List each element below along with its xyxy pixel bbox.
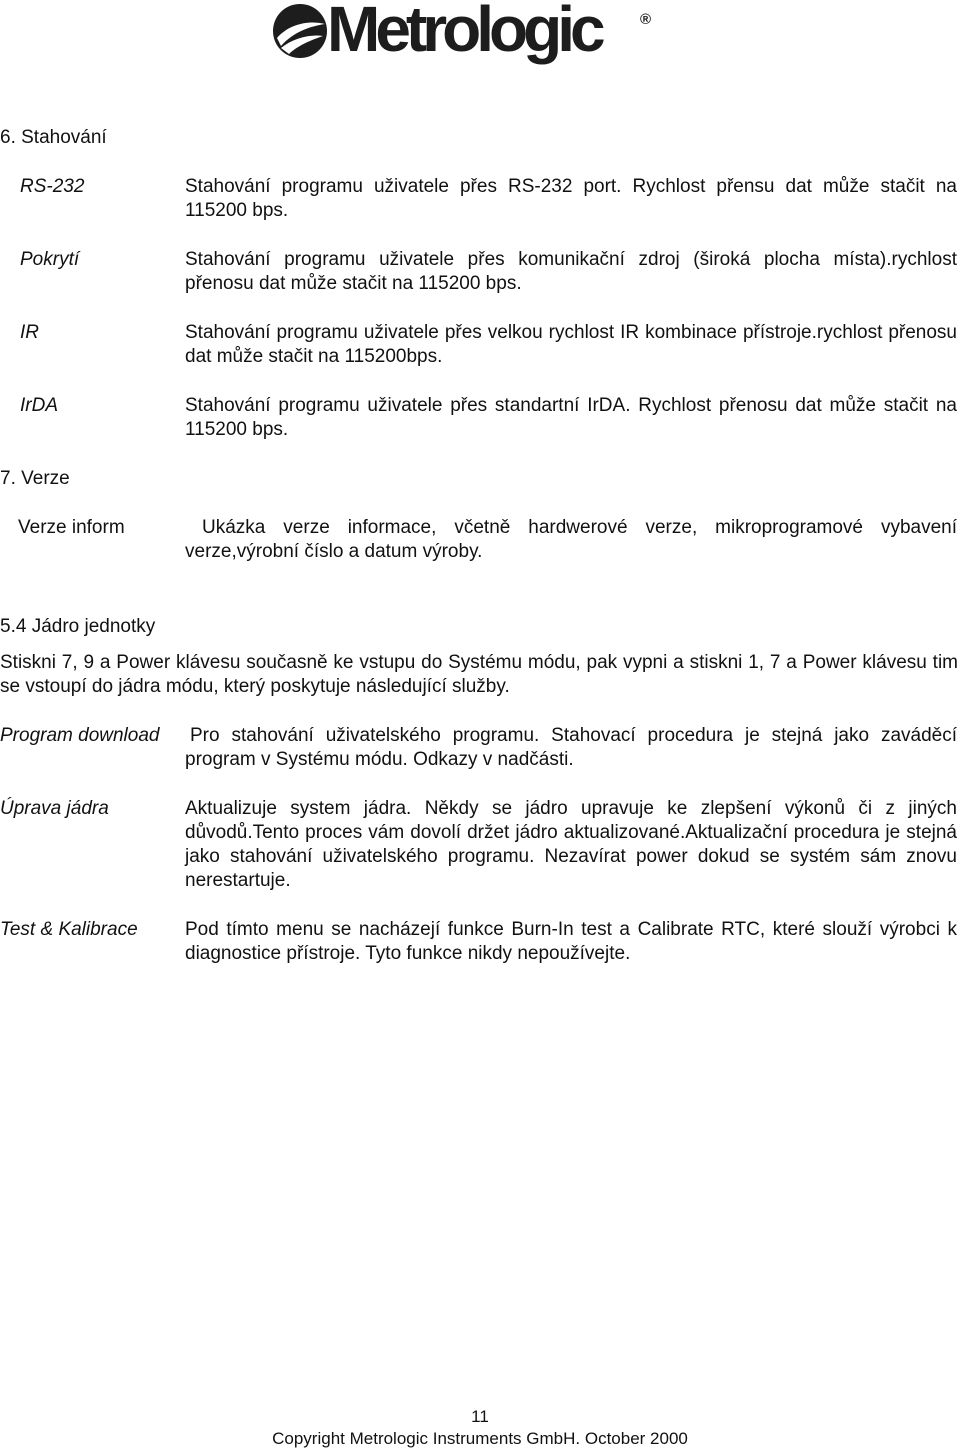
term-ir: IR — [20, 322, 39, 343]
desc-rs232: Stahování programu uživatele přes RS-232 port. Rychlost přensu dat může stačit na 115200 bps. — [185, 176, 957, 221]
term-rs232: RS-232 — [20, 176, 85, 197]
term-irda: IrDA — [20, 395, 58, 416]
section-heading-version: 7. Verze — [0, 468, 70, 489]
desc-uprava-jadra: Aktualizuje system jádra. Někdy se jádro upravuje ke zlepšení výkonů či z jiných důvodů.Tento proces vám dovolí držet jádro aktualizované.Aktualizační procedura je stejná jako stahování uživatelského programu. Nezavírat power dokud se systém sám znovu nerestartuje. — [185, 798, 957, 891]
registered-mark: ® — [640, 11, 652, 28]
term-verze-inform: Verze inform — [18, 517, 125, 538]
desc-program-download: Pro stahování uživatelského programu. Stahovací procedura je stejná jako zaváděcí program v Systému módu. Odkazy v nadčásti. — [185, 725, 957, 770]
logo-wordmark: Metrologic — [327, 0, 601, 65]
metrologic-logo — [271, 0, 661, 64]
page-number: 11 — [471, 1407, 489, 1426]
term-program-download: Program download — [0, 725, 160, 746]
kernel-intro: Stiskni 7, 9 a Power klávesu současně ke vstupu do Systému módu, pak vypni a stiskni 1, 7 a Power klávesu tim se vstoupí do jádra módu, který poskytuje následující služby. — [0, 652, 958, 697]
metrologic-swoosh-icon — [271, 2, 329, 60]
desc-ir: Stahování programu uživatele přes velkou rychlost IR kombinace přístroje.rychlost přenosu dat může stačit na 115200bps. — [185, 322, 957, 367]
section-heading-download: 6. Stahování — [0, 127, 107, 148]
desc-verze-inform: Ukázka verze informace, včetně hardwerové verze, mikroprogramové vybavení verze,výrobní číslo a datum výroby. — [185, 517, 957, 562]
term-pokryti: Pokrytí — [20, 249, 80, 270]
copyright-line: Copyright Metrologic Instruments GmbH. October 2000 — [272, 1429, 688, 1448]
desc-irda: Stahování programu uživatele přes standartní IrDA. Rychlost přenosu dat může stačit na 115200 bps. — [185, 395, 957, 440]
desc-pokryti: Stahování programu uživatele přes komunikační zdroj (široká plocha místa).rychlost přenosu dat může stačit na 115200 bps. — [185, 249, 957, 294]
desc-test-kalibrace: Pod tímto menu se nacházejí funkce Burn-In test a Calibrate RTC, které slouží výrobci k diagnostice přístroje. Tyto funkce nikdy nepoužívejte. — [185, 919, 957, 964]
term-uprava-jadra: Úprava jádra — [0, 798, 109, 819]
term-test-kalibrace: Test & Kalibrace — [0, 919, 138, 940]
section-heading-kernel: 5.4 Jádro jednotky — [0, 616, 156, 637]
